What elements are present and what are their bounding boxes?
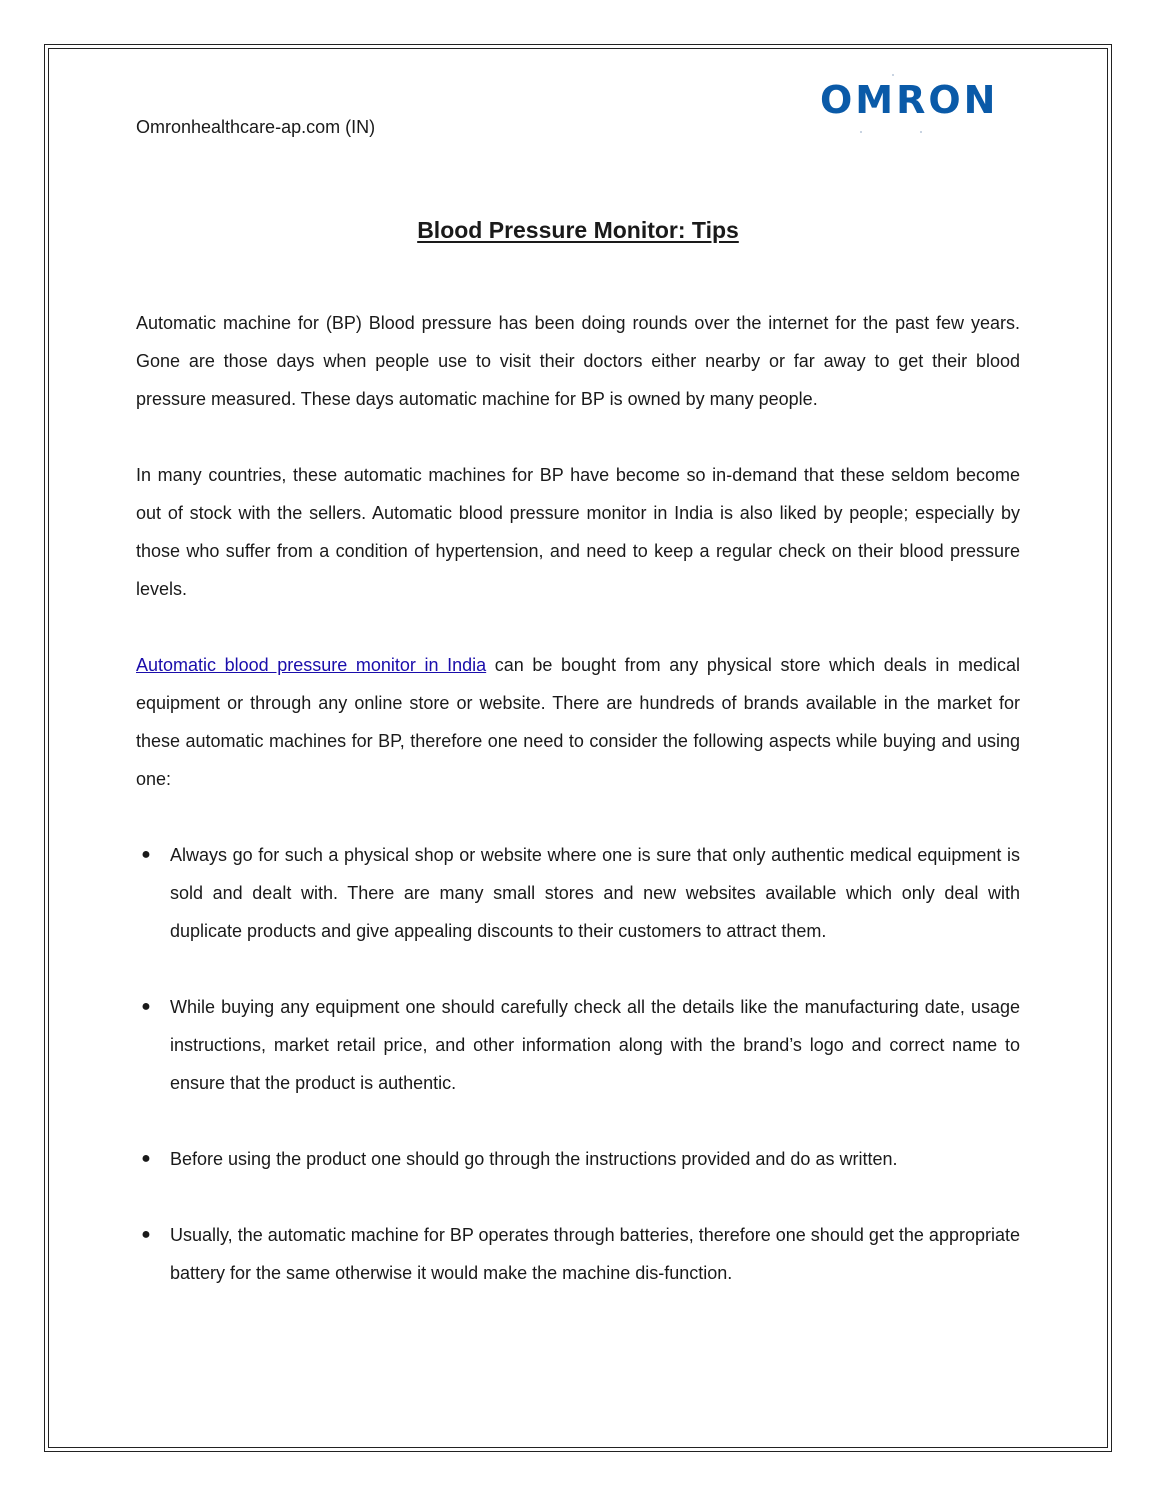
list-item-text: While buying any equipment one should carefully check all the details like the manufacturing date, usage instructions, market retail price, and other information along with the brand’s logo and correct name to ensure that the product is authentic.: [170, 997, 1020, 1093]
list-item-text: Always go for such a physical shop or website where one is sure that only authentic medical equipment is sold and dealt with. There are many small stores and new websites available which only deal with duplicate products and give appealing discounts to their customers to attract them.: [170, 845, 1020, 941]
bullet-icon: ●: [141, 1226, 151, 1243]
document-title: Blood Pressure Monitor: Tips: [417, 217, 739, 243]
list-item: [136, 988, 1020, 1102]
paragraph-buying: [136, 646, 1020, 798]
list-item: [136, 836, 1020, 950]
logo-mark-dot: [892, 74, 894, 76]
logo-mark-dot: [920, 131, 922, 133]
paragraph-buying-text: can be bought from any physical store which deals in medical equipment or through any online store or website. There are hundreds of brands available in the market for these automatic machines for BP, therefore one need to consider the following aspects while buying and using one:: [136, 655, 1020, 789]
logo-text: OMRON: [820, 78, 999, 122]
list-item-text: Usually, the automatic machine for BP operates through batteries, therefore one should get the appropriate battery for the same otherwise it would make the machine dis-function.: [170, 1225, 1020, 1283]
monitor-india-link[interactable]: Automatic blood pressure monitor in India: [136, 655, 487, 675]
tips-list: [136, 836, 1020, 1330]
list-item-text: Before using the product one should go through the instructions provided and do as written.: [170, 1149, 898, 1169]
omron-logo: [820, 74, 999, 140]
paragraph-demand: In many countries, these automatic machines for BP have become so in-demand that these seldom become out of stock with the sellers. Automatic blood pressure monitor in India is also liked by people; especially by those who suffer from a condition of hypertension, and need to keep a regular check on their blood pressure levels.: [136, 465, 1020, 599]
logo-mark-dot: [860, 131, 862, 133]
bullet-icon: ●: [141, 846, 151, 863]
list-item: [136, 1216, 1020, 1292]
list-item: [136, 1140, 1020, 1178]
paragraph-intro: Automatic machine for (BP) Blood pressure has been doing rounds over the internet for the past few years. Gone are those days when people use to visit their doctors either nearby or far away to get their blood pressure measured. These days automatic machine for BP is owned by many people.: [136, 313, 1020, 409]
bullet-icon: ●: [141, 998, 151, 1015]
site-url: Omronhealthcare-ap.com (IN): [136, 117, 376, 137]
bullet-icon: ●: [141, 1150, 151, 1167]
